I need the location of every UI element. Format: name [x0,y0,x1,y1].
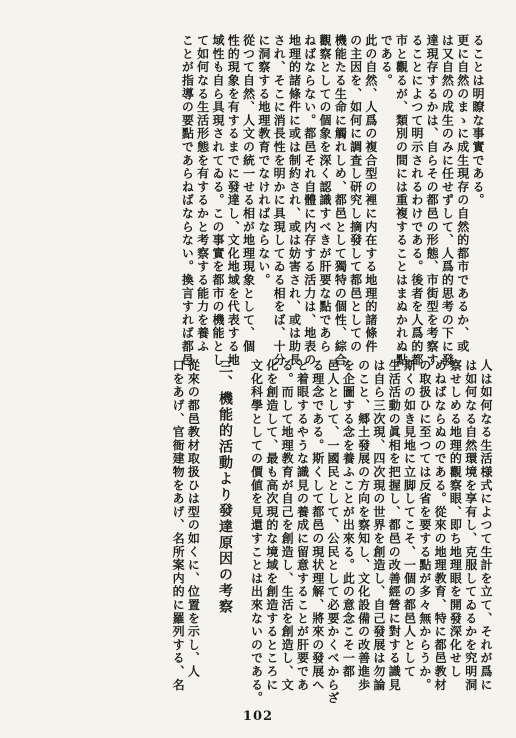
text-column: の取扱ひに至つては反省を要する點が多々無からうか。 [417,359,432,692]
text-column: は如何なる自然環境を享有し、克服してゐるかを究明洞 [463,359,478,692]
text-column: 觀察としての個象を深く認識すべきが肝要な點であら [318,34,333,354]
text-column: に洞察する地理教育でなければならない。 [256,34,271,287]
text-column: 文化科學としての價値を見還すことは出來ないのである。 [249,359,264,705]
text-column: され、そこに消長性を明かに具現してゐる相をば、十分 [272,34,287,367]
text-column: る。而して地理教育が自己を創造し、生活を創造し、文 [280,359,295,692]
text-column: は自ら三次現、四次現の世界を創造し、自己發展は勿論 [371,359,386,692]
text-column: を企圖する念を養ふことが出來る。此の意念こそ一都 [341,359,356,679]
text-column: である。 [379,34,394,88]
page-number: 102 [242,709,274,724]
text-column: ることは明瞭な事實である。 [471,34,485,207]
text-column: の主因を、如何に調査し研究し摘發して都邑としての [348,34,363,354]
text-column: 此の自然、人爲の複合型の裡に内在する地理的諸條件 [363,34,378,354]
lower-text-block [28,359,493,705]
text-column: 口をあげ、官衙建物をあげ、名所案内的に羅列する、名 [171,359,186,692]
text-column: 察せしめる地理的觀察眼、即ち地理眼を開發深化せし [448,359,463,679]
text-column: ることによつて明示されるわけである。後者を人爲的都 [409,34,424,367]
text-column: 機能たる生命に觸れしめ、都邑として獨特の個性、綜合 [333,34,348,367]
text-column: のこと、郷土發展の方向を察知し、文化設備の改善進歩 [356,359,371,692]
section-heading: 三、機能的活動より發達原因の考察 [216,359,233,615]
text-column: は又自然の成生のみに任せずして、人爲的思考の下に發 [440,34,455,367]
text-column: る理念である。斯くして都邑の現状理解、將來の發展へ [310,359,325,692]
text-column: 從つて自然、人文の統一せる相が地理現象として、個 [241,34,256,354]
text-column: 斯くの如き見地に立脚してこそ、一個の都邑人として [402,359,417,679]
text-column: 地理的諸條件に或は制約され、或は妨害され、或は助長 [287,34,302,367]
text-column: 市と觀るが、類別の間には重複することはまぬかれぬ點 [394,34,409,367]
text-column: て如何なる生活形態を有するかと考察する能力を養ふ [195,34,210,354]
upper-text-block [28,34,485,367]
text-column: ねばならない。都邑それ自體に内存する活力は、地表の [302,34,317,367]
text-column: めねばならぬのである。從來の地理教育、特に都邑教材 [433,359,448,692]
text-column: 域性も自ら具現されてゐる。この事實を都市の機能とし [210,34,225,367]
text-column: 從來の都邑教材取扱ひは型の如くに、位置を示し、人 [186,359,201,679]
text-column: 化を創造して、最も高次現的な境域を創造するところに [264,359,279,692]
text-column: 性的現象を有するまでに發達し、文化地域を代表する地 [226,34,241,367]
text-column: 更に自然のまゝに成生現存の自然的都市であるか、或 [455,34,470,354]
text-column: 達現存するかは、自らその都邑の形態、市街型を考察す [425,34,440,367]
text-column: 邑人として、一國民として、公民として必要かくべからざ [326,359,341,705]
text-column: 生活活動の眞相を把握し、都邑の改善經營に對する識見 [387,359,402,692]
text-column: 人は如何なる生活様式によつて生計を立て、それが爲に [479,359,493,692]
text-column: ことが指導の要點であらねばならない。換言すれば都邑 [180,34,195,367]
text-column: と着眼するやうな識見の養成に留意することが肝要であ [295,359,310,692]
